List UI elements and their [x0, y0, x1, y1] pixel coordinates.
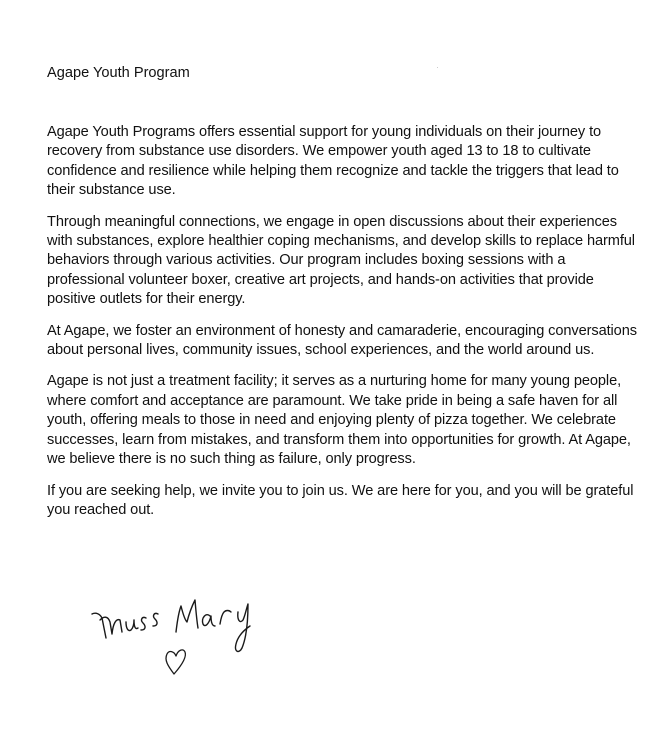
- handwritten-signature: [88, 590, 263, 680]
- scan-speck: [437, 67, 438, 68]
- paragraph-4: Agape is not just a treatment facility; it serves as a nurturing home for many young people, where comfort and acceptance are paramount. We take pride in being a safe haven for all youth, offering meals to those in need and enjoying plenty of pizza together. We celebrate successes, learn from mistakes, and transform them into opportunities for growth. At Agape, we believe there is no such thing as failure, only progress.: [47, 373, 631, 468]
- paragraph-5: If you are seeking help, we invite you to join us. We are here for you, and you will be grateful you reached out.: [47, 482, 634, 518]
- letter-title: Agape Youth Program: [47, 65, 190, 81]
- paragraph-1: Agape Youth Programs offers essential support for young individuals on their journey to recovery from substance use disorders. We empower youth aged 13 to 18 to cultivate confidence and resilience while helping them recognize and tackle the triggers that lead to their substance use.: [47, 124, 619, 199]
- heart-icon: [166, 650, 185, 674]
- letter-body: [47, 123, 637, 532]
- paragraph-3: At Agape, we foster an environment of honesty and camaraderie, encouraging conversations about personal lives, community issues, school experiences, and the world around us.: [47, 322, 637, 359]
- paragraph-2: Through meaningful connections, we engage in open discussions about their experiences with substances, explore healthier coping mechanisms, and develop skills to replace harmful behaviors through various activities. Our program includes boxing sessions with a professional volunteer boxer, creative art projects, and hands-on activities that provide positive outlets for their energy.: [47, 213, 635, 308]
